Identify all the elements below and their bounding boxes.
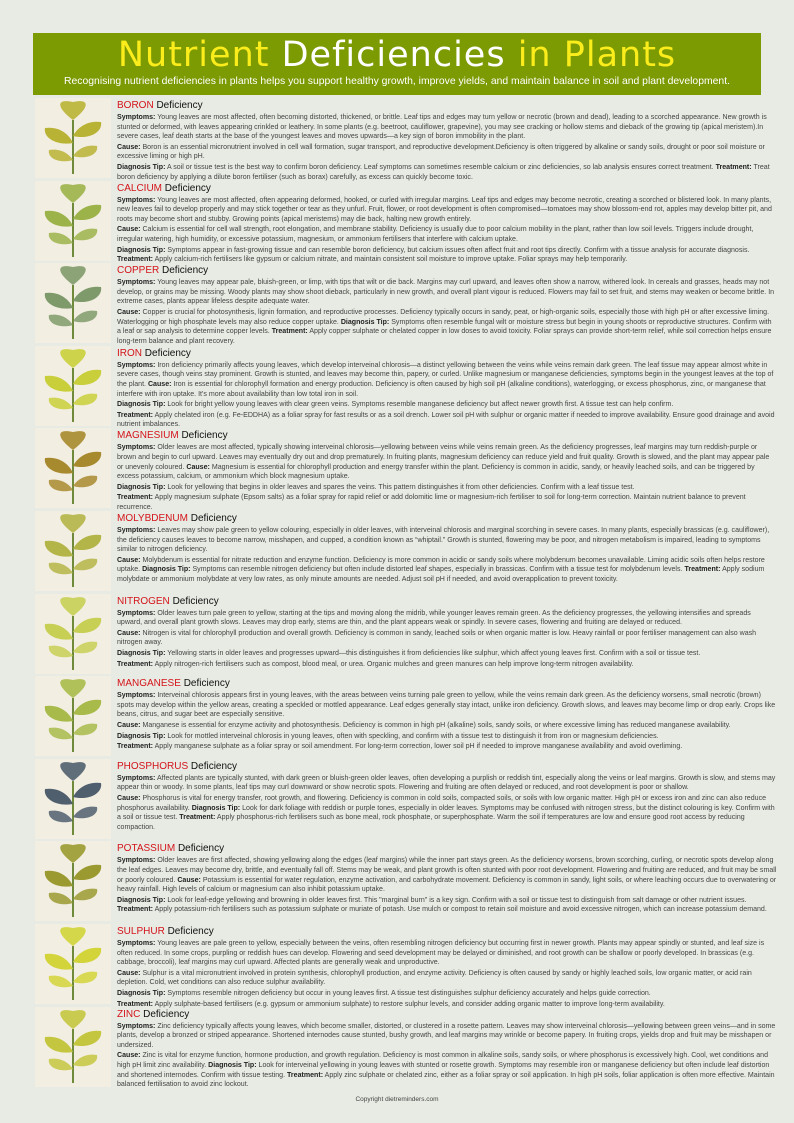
element-name: ZINC [117, 1008, 141, 1020]
info-paragraph [117, 1051, 777, 1089]
info-paragraph [117, 732, 777, 742]
element-name: PHOSPHORUS [117, 760, 189, 772]
section-text [117, 596, 777, 671]
field-label: Diagnosis Tip: [117, 483, 166, 491]
element-name: MANGANESE [117, 678, 181, 690]
field-label: Diagnosis Tip: [117, 246, 166, 254]
info-paragraph [117, 143, 777, 162]
field-text: Apply phosphorus-rich fertilisers such as bone meal, rock phosphate, or superphosphate. Warm the soil if temperatures are low and ensure good root access by reducing compaction. [117, 814, 745, 831]
info-paragraph [117, 660, 777, 670]
field-text: Affected plants are typically stunted, with dark green or bluish-green older leaves, often developing a purplish or reddish tint, especially along the veins or leaf margins. Growth is slow, and stems may appear thin or woody. In some plants, leaf tips may curl downward or show necrotic spots. Flowering and fruiting are often delayed or reduced, and root development is poor or shallow. [117, 774, 776, 792]
leaf-icon [35, 924, 111, 1004]
field-label: Symptoms: [117, 361, 156, 369]
field-label: Diagnosis Tip: [340, 318, 390, 326]
info-paragraph [117, 896, 777, 915]
field-label: Symptoms: [117, 196, 156, 204]
field-label: Symptoms: [117, 857, 156, 865]
title-part-nutrient: Nutrient [117, 35, 270, 75]
deficiency-section-phosphorus [33, 758, 776, 841]
section-heading [117, 678, 777, 690]
field-label: Diagnosis Tip: [117, 732, 166, 740]
field-text: Molybdenum is essential for nitrate reduction and enzyme function. Deficiency is more common in acidic or sandy soils where molybdenum becomes unavailable. Liming acidic soils often helps restore uptake. [117, 556, 765, 574]
section-text [117, 265, 777, 347]
field-text: Apply copper sulphate or chelated copper in low doses to avoid toxicity. Foliar sprays can provide short-term relief, while soil correction helps ensure long-term balance and plant recovery. [117, 328, 772, 345]
field-text: Look for dark foliage with reddish or purple tones, especially in older leaves. Symptoms may be confused with nitrogen stress, but the distinct colouring is key. Confirm with a soil or tissue test. [117, 804, 775, 822]
field-label: Diagnosis Tip: [117, 163, 166, 171]
field-text: Older leaves are most affected, typically showing interveinal chlorosis—yellowing between veins while veins remain green. As the deficiency progresses, leaf margins may turn reddish-purple or brown and begin to curl upward. Leaves may eventually dry out and drop prematurely. In fruiting plants, magnesium deficiency can reduce yield and fruit quality. Growth is slowed, and the plant may appear pale or unevenly coloured. [117, 444, 770, 471]
plant-illustration [35, 428, 111, 508]
field-label: Cause: [117, 556, 141, 564]
field-text: Young leaves may appear pale, bluish-green, or limp, with tips that wilt or die back. Margins may curl upward, and leaves often show a narrow, withered look. In cereals and grasses, heads may not develop, or grains may be missing. Woody plants may show shoot dieback, particularly in new growth, and overall plant vigour is reduced. Flowers may fail to set fruit, and stems may weaken or become brittle. In extreme cases, plants appear lifeless despite adequate water. [117, 279, 775, 306]
field-label: Symptoms: [117, 1022, 156, 1030]
field-text: Apply magnesium sulphate (Epsom salts) as a foliar spray for rapid relief or add dolomitic lime or magnesium-rich fertiliser to soil for long-term correction. Maintain nutrient balance to prevent recurrence. [117, 494, 746, 511]
heading-suffix: Deficiency [167, 925, 214, 937]
field-label: Diagnosis Tip: [191, 804, 241, 812]
section-heading [117, 596, 777, 608]
field-text: Manganese is essential for enzyme activity and photosynthesis. Deficiency is common in high pH (alkaline) soils, sandy soils, or where excessive liming has reduced manganese availability. [142, 721, 731, 729]
field-text: Symptoms appear in fast-growing tissue and can resemble boron deficiency, but calcium issues often affect fruit and root tips directly. Confirm with a tissue analysis for accurate diagnosis. [167, 246, 750, 254]
field-text: Zinc deficiency typically affects young leaves, which become smaller, distorted, or clustered in a rosette pattern. Leaves may show interveinal chlorosis—yellowing between green veins—and in some plants, develop a bronzed or striped appearance. Shortened internodes cause stunted, bushy growth, and leaf margins may wrinkle or become papery. In fruiting crops, yields drop and fruit may be misshapen or undersized. [117, 1022, 776, 1049]
deficiency-section-nitrogen [33, 593, 773, 676]
field-text: Iron deficiency primarily affects young leaves, which develop interveinal chlorosis—a distinct yellowing between the veins while veins remain dark green. The leaf tissue may appear almost white in severe cases, though veins stay prominent. Growth is stunted, and leaves may become thin, papery, or curled. Unlike magnesium or manganese deficiencies, symptoms begin in the youngest leaves at the top of the plant. [117, 361, 774, 388]
copyright: Copyright dietreminders.com [355, 1096, 439, 1103]
info-paragraph [117, 794, 777, 832]
field-label: Cause: [117, 1052, 141, 1060]
element-name: CALCIUM [117, 182, 163, 194]
section-heading [117, 183, 777, 195]
field-text: A soil or tissue test is the best way to confirm boron deficiency. Leaf symptoms can sometimes resemble calcium or zinc deficiencies, so lab analysis ensures correct treatment. [167, 163, 714, 171]
field-label: Symptoms: [117, 609, 156, 617]
deficiency-section-manganese [33, 675, 776, 758]
deficiency-section-boron [33, 97, 773, 180]
field-text: Apply nitrogen-rich fertilisers such as compost, blood meal, or urea. Organic mulches and green manures can help improve long-term nitrogen availability. [154, 660, 634, 668]
field-label: Treatment: [684, 566, 721, 574]
section-text [117, 926, 777, 1010]
field-label: Treatment: [271, 328, 308, 336]
field-text: Young leaves are most affected, often appearing deformed, hooked, or curled with irregular margins. Leaf tips and edges may become necrotic, creating a scorched or blistered look. In many plants, new leaves fail to develop properly and may stick together or tear as they unfurl. Fruit, flower, or root development is often compromised—tomatoes may show blossom-end rot, apples may develop bitter pit, and roots may become short and stubby. Growing points (apical meristems) may die back, halting new growth entirely. [117, 196, 772, 223]
info-paragraph [117, 278, 777, 307]
info-paragraph [117, 856, 777, 894]
leaf-icon [35, 98, 111, 178]
section-heading [117, 843, 777, 855]
element-name: NITROGEN [117, 595, 170, 607]
field-label: Treatment: [287, 1071, 324, 1079]
plant-illustration [35, 511, 111, 591]
info-paragraph [117, 742, 777, 752]
field-label: Cause: [117, 308, 141, 316]
field-label: Symptoms: [117, 526, 156, 534]
field-text: Look for interveinal yellowing in young leaves with stunted or rosette growth. Symptoms may resemble iron or manganese deficiency but often include leaf distortion and shortened internodes. Confirm with tissue testing. [117, 1061, 770, 1079]
deficiency-section-copper [33, 262, 773, 345]
section-text [117, 348, 777, 431]
field-label: Treatment: [179, 814, 216, 822]
plant-illustration [35, 1007, 111, 1087]
field-text: Apply manganese sulphate as a foliar spray or soil amendment. For long-term correction, lower soil pH if needed to improve manganese availability and avoid overliming. [154, 743, 683, 751]
section-heading [117, 430, 777, 442]
field-text: Sulphur is a vital micronutrient involved in protein synthesis, chlorophyll production, and enzyme activity. Deficiency is often caused by sandy or highly leached soils, low organic matter, or acid rain depletion. Cold, wet conditions can also reduce sulphur availability. [117, 969, 752, 987]
section-text [117, 430, 777, 513]
info-paragraph [117, 969, 777, 988]
field-label: Treatment: [715, 163, 752, 171]
deficiency-section-sulphur [33, 923, 773, 1006]
element-name: MAGNESIUM [117, 430, 179, 442]
plant-illustration [35, 263, 111, 343]
field-label: Diagnosis Tip: [117, 989, 166, 997]
element-name: BORON [117, 100, 154, 111]
field-label: Cause: [186, 463, 210, 471]
info-paragraph [117, 308, 777, 346]
field-text: Look for leaf-edge yellowing and browning in older leaves first. This "marginal burn" is a key sign. Confirm with a soil or tissue test to distinguish from salt damage or other nutrient issues. [167, 896, 747, 904]
field-text: Look for yellowing that begins in older leaves and spares the veins. This pattern distinguishes it from other deficiencies. Confirm with a leaf tissue test. [167, 483, 635, 491]
info-paragraph [117, 939, 777, 968]
field-text: Symptoms often resemble fungal wilt or moisture stress but begin in young shoots or reproductive structures. Confirm with a leaf or sap analysis to determine copper levels. [117, 318, 772, 336]
heading-suffix: Deficiency [190, 512, 237, 524]
field-text: Apply calcium-rich fertilisers like gypsum or calcium nitrate, and maintain consistent soil moisture to improve uptake. Foliar sprays may help temporarily. [154, 256, 628, 264]
section-text [117, 761, 777, 834]
field-text: Calcium is essential for cell wall strength, root elongation, and membrane stability. Deficiency is usually due to poor calcium mobility in the plant, rather than low soil levels. Triggers include drought, irregular watering, high humidity, or excessive potassium, magnesium, or ammonium fertilisers that interfere with calcium uptake. [117, 226, 754, 243]
info-paragraph [117, 113, 777, 142]
leaf-icon [35, 594, 111, 674]
field-text: Apply potassium-rich fertilisers such as potassium sulphate or muriate of potash. Use mulch or compost to retain soil moisture and avoid excessive nitrogen, which can increase potassium demand. [154, 906, 767, 914]
field-text: Copper is crucial for photosynthesis, lignin formation, and reproductive processes. Deficiency typically occurs in sandy, peat, or high-organic soils, especially those with high pH or after excessive liming. Waterlogging or high phosphate levels may also reduce copper uptake. [117, 308, 770, 326]
deficiency-section-potassium [33, 840, 777, 923]
field-text: Yellowing starts in older leaves and progresses upward—this distinguishes it from deficiencies like sulphur, which affect young leaves first. Confirm with a soil or tissue test. [167, 649, 701, 657]
info-paragraph [117, 989, 777, 999]
info-paragraph [117, 649, 777, 659]
section-heading [117, 348, 777, 360]
field-text: Look for bright yellow young leaves with clear green veins. Symptoms resemble manganese deficiency but affect newer growth first. A tissue test can help confirm. [167, 401, 674, 409]
field-text: Young leaves are pale green to yellow, especially between the veins, often resembling nitrogen deficiency but occurring first in newer growth. Plants may appear spindly or stunted, and leaf size is often reduced. In some crops, purpling or reddish hues can develop. Flowering and seed development may be delayed or diminished, and root growth can be shallow or poorly developed. In brassicas (e.g. cabbage, broccoli), leaf margins may curl upward. Affected plants are generally weak and unproductive. [117, 939, 765, 967]
heading-suffix: Deficiency [172, 595, 219, 607]
field-label: Symptoms: [117, 774, 156, 782]
field-text: Leaves may show pale green to yellow colouring, especially in older leaves, with interveinal chlorosis and marginal scorching in severe cases. In many plants, especially brassicas (e.g. cauliflower), the deficiency causes leaves to become narrow, misshapen, and cupped, a condition known as “whiptail.” Growth is stunted, flowering may be poor, and nitrogen metabolism is impaired, leading to symptoms similar to nitrogen deficiency. [117, 526, 770, 554]
plant-illustration [35, 594, 111, 674]
title-part-in-plants: in Plants [517, 35, 677, 75]
deficiency-section-iron [33, 345, 773, 428]
field-label: Symptoms: [117, 279, 156, 287]
info-paragraph [117, 691, 777, 720]
section-heading [117, 926, 777, 938]
field-label: Cause: [117, 794, 141, 802]
element-name: IRON [117, 347, 142, 359]
field-text: Look for mottled interveinal chlorosis in young leaves, often with speckling, and confirm with a tissue test to distinguish it from iron or magnesium deficiencies. [167, 732, 659, 740]
field-text: Symptoms resemble nitrogen deficiency but occur in young leaves first. A tissue test distinguishes sulphur deficiency accurately and helps guide correction. [167, 989, 651, 997]
heading-suffix: Deficiency [164, 182, 211, 194]
field-label: Diagnosis Tip: [117, 649, 166, 657]
leaf-icon [35, 511, 111, 591]
section-heading [117, 761, 777, 773]
heading-suffix: Deficiency [162, 265, 209, 277]
leaf-icon [35, 181, 111, 261]
plant-illustration [35, 346, 111, 426]
leaf-icon [35, 428, 111, 508]
field-label: Cause: [117, 969, 141, 977]
element-name: MOLYBDENUM [117, 512, 188, 524]
deficiency-section-molybdenum [33, 510, 773, 593]
plant-illustration [35, 676, 111, 756]
field-label: Diagnosis Tip: [117, 896, 166, 904]
field-label: Cause: [147, 380, 172, 388]
heading-suffix: Deficiency [181, 430, 228, 442]
field-label: Diagnosis Tip: [142, 566, 191, 574]
heading-suffix: Deficiency [143, 1008, 190, 1020]
field-text: Treat boron deficiency by applying a dilute boron fertiliser (such as borax) carefully, as excess can quickly become toxic. [117, 163, 770, 181]
field-label: Symptoms: [117, 692, 156, 700]
heading-suffix: Deficiency [177, 843, 225, 855]
field-label: Symptoms: [117, 939, 156, 947]
info-paragraph [117, 1022, 777, 1051]
field-text: Young leaves are most affected, often becoming distorted, thickened, or brittle. Leaf tips and edges may turn yellow or necrotic (brown and dead), leading to a scorched appearance. New growth is stunted or deformed, with leaves appearing crinkled or leathery. In some plants (e.g. beetroot, cauliflower, grapevine), you may see cracking or hollow stems and dieback of the growing tip (apical meristem).In severe cases, leaf death starts at the base of the youngest leaves and moves upwards—a key sign of boron immobility in the plant. [117, 114, 767, 141]
deficiency-section-zinc [33, 1006, 776, 1089]
field-label: Cause: [117, 143, 141, 151]
field-text: Apply sulphate-based fertilisers (e.g. gypsum or ammonium sulphate) to restore sulphur levels, and consider adding organic matter to improve long-term availability. [154, 1000, 665, 1008]
title-part-deficiencies: Deficiencies [281, 35, 506, 75]
field-text: Older leaves turn pale green to yellow, starting at the tips and moving along the midrib, while younger leaves remain green. As the deficiency progresses, the yellowing intensifies and spreads upward, and overall plant growth slows. Leaves may drop early, stems are thin, and the plant appears weak or spindly. In severe cases, flowering and fruiting are delayed or reduced. [117, 609, 751, 627]
info-paragraph [117, 556, 777, 585]
section-heading [117, 100, 777, 112]
field-label: Treatment: [117, 906, 154, 914]
field-text: Nitrogen is vital for chlorophyll production and overall growth. Deficiency is common in sandy, leached soils or when organic matter is low. Heavy rainfall or poor fertiliser management can also wash nitrogen away. [117, 629, 757, 647]
deficiency-list [33, 97, 777, 1089]
field-text: Iron is essential for chlorophyll formation and energy production. Deficiency is often caused by high soil pH (alkaline conditions), waterlogging, or excess phosphorus, zinc, or manganese that interfere with iron uptake. It's more about availability than low total iron in soil. [117, 380, 766, 398]
info-paragraph [117, 196, 777, 225]
element-name: POTASSIUM [117, 843, 176, 855]
field-label: Cause: [117, 721, 141, 729]
field-text: Interveinal chlorosis appears first in young leaves, with the areas between veins turning pale green to yellow, while the veins remain dark green. As the deficiency worsens, small necrotic (brown) spots may develop within the yellow areas, creating a speckled or mottled appearance. Leaf edges generally stay intact, unlike iron deficiency. Growth slows, and leaves may become limp or drop early. Crops like beans, citrus, and sugar beet are especially sensitive. [117, 692, 776, 719]
section-text [117, 513, 777, 586]
leaf-icon [35, 346, 111, 426]
field-text: Older leaves are first affected, showing yellowing along the edges (leaf margins) while the inner part stays green. As the deficiency worsens, brown scorching, curling, or necrotic spots develop along the leaf edges. Leaves may become dry, brittle, and eventually fall off. Stems may be weak, and plant growth is often stunted with poor root development. Flowering and fruiting are reduced, and fruit may be small or poorly coloured. [117, 857, 777, 884]
info-paragraph [117, 721, 777, 731]
plant-illustration [35, 98, 111, 178]
heading-suffix: Deficiency [183, 678, 230, 690]
field-label: Treatment: [117, 1000, 154, 1008]
field-text: Potassium is essential for water regulation, enzyme activation, and carbohydrate movement. Deficiency is common in sandy, light soils, or where leaching occurs due to overwatering or heavy rainfall. High levels of calcium or magnesium can also inhibit potassium uptake. [117, 876, 777, 894]
plant-illustration [35, 841, 111, 921]
field-label: Treatment: [117, 494, 154, 502]
info-paragraph [117, 483, 777, 493]
field-label: Cause: [117, 629, 141, 637]
field-text: Boron is an essential micronutrient involved in cell wall formation, sugar transport, and reproductive development.Deficiency is often triggered by alkaline or sandy soils, drought or poor soil moisture or excessive liming or high pH. [117, 143, 765, 161]
leaf-icon [35, 1007, 111, 1087]
field-text: Symptoms can resemble nitrogen deficiency but often include distorted leaf shapes, especially in brassicas. Confirm with a tissue test for molybdenum levels. [192, 566, 683, 574]
field-text: Zinc is vital for enzyme function, hormone production, and growth regulation. Deficiency is most common in alkaline soils, sandy soils, or where phosphorus is excessively high. Cool, wet conditions and high pH limit zinc availability. [117, 1052, 768, 1069]
plant-illustration [35, 759, 111, 839]
field-label: Symptoms: [117, 114, 156, 121]
field-text: Apply chelated iron (e.g. Fe-EDDHA) as a foliar spray for fast results or as a soil drench. Lower soil pH with sulphur or organic matter if needed to improve availability. Ensure good drainage and avoid nutrient imbalances. [117, 411, 775, 429]
deficiency-section-calcium [33, 180, 773, 263]
field-label: Diagnosis Tip: [117, 401, 166, 409]
field-label: Diagnosis Tip: [208, 1061, 257, 1069]
field-text: Apply sodium molybdate or ammonium molybdate at very low rates, as only minute amounts are needed. Adjust soil pH if needed, and avoid overapplication to prevent toxicity. [117, 566, 765, 583]
field-text: Magnesium is essential for chlorophyll production and energy transfer within the plant. Deficiency is common in acidic, sandy, or heavily leached soils, and can be triggered by excess potassium, calcium, or ammonium which block magnesium uptake. [117, 463, 755, 481]
section-text [117, 843, 777, 916]
field-text: Apply zinc sulphate or chelated zinc, either as a foliar spray or soil application. In high pH soils, foliar application is often more effective. Maintain balanced fertilisation to avoid zinc lockout. [117, 1071, 775, 1089]
info-paragraph [117, 225, 777, 244]
element-name: SULPHUR [117, 925, 165, 937]
info-paragraph [117, 774, 777, 793]
section-text [117, 1009, 777, 1091]
field-label: Symptoms: [117, 444, 156, 452]
info-paragraph [117, 629, 777, 648]
leaf-icon [35, 676, 111, 756]
section-heading [117, 1009, 777, 1021]
field-label: Treatment: [117, 743, 154, 751]
field-text: Phosphorus is vital for energy transfer, root growth, and flowering. Deficiency is common in cold soils, compacted soils, or soils with low organic matter. High pH or excess iron and zinc can also reduce phosphorus availability. [117, 794, 767, 812]
field-label: Treatment: [117, 660, 154, 668]
info-paragraph [117, 526, 777, 555]
page-title [33, 35, 761, 75]
section-text [117, 183, 777, 266]
section-text [117, 678, 777, 753]
element-name: COPPER [117, 265, 160, 277]
info-paragraph [117, 400, 777, 410]
heading-suffix: Deficiency [190, 760, 238, 772]
field-label: Cause: [177, 876, 201, 884]
section-heading [117, 513, 777, 525]
plant-illustration [35, 924, 111, 1004]
field-label: Cause: [117, 226, 141, 234]
leaf-icon [35, 841, 111, 921]
plant-illustration [35, 181, 111, 261]
heading-suffix: Deficiency [144, 347, 191, 359]
header-banner [33, 33, 761, 95]
leaf-icon [35, 759, 111, 839]
leaf-icon [35, 263, 111, 343]
subtitle: Recognising nutrient deficiencies in plants helps you support healthy growth, improve yields, and maintain balance in soil and plant development. [64, 76, 730, 87]
info-paragraph [117, 609, 777, 628]
heading-suffix: Deficiency [156, 100, 203, 111]
info-paragraph [117, 361, 777, 399]
info-paragraph [117, 443, 777, 481]
deficiency-section-magnesium [33, 427, 773, 510]
section-heading [117, 265, 777, 277]
field-label: Treatment: [117, 411, 154, 419]
field-label: Treatment: [117, 256, 154, 264]
section-text [117, 100, 777, 183]
